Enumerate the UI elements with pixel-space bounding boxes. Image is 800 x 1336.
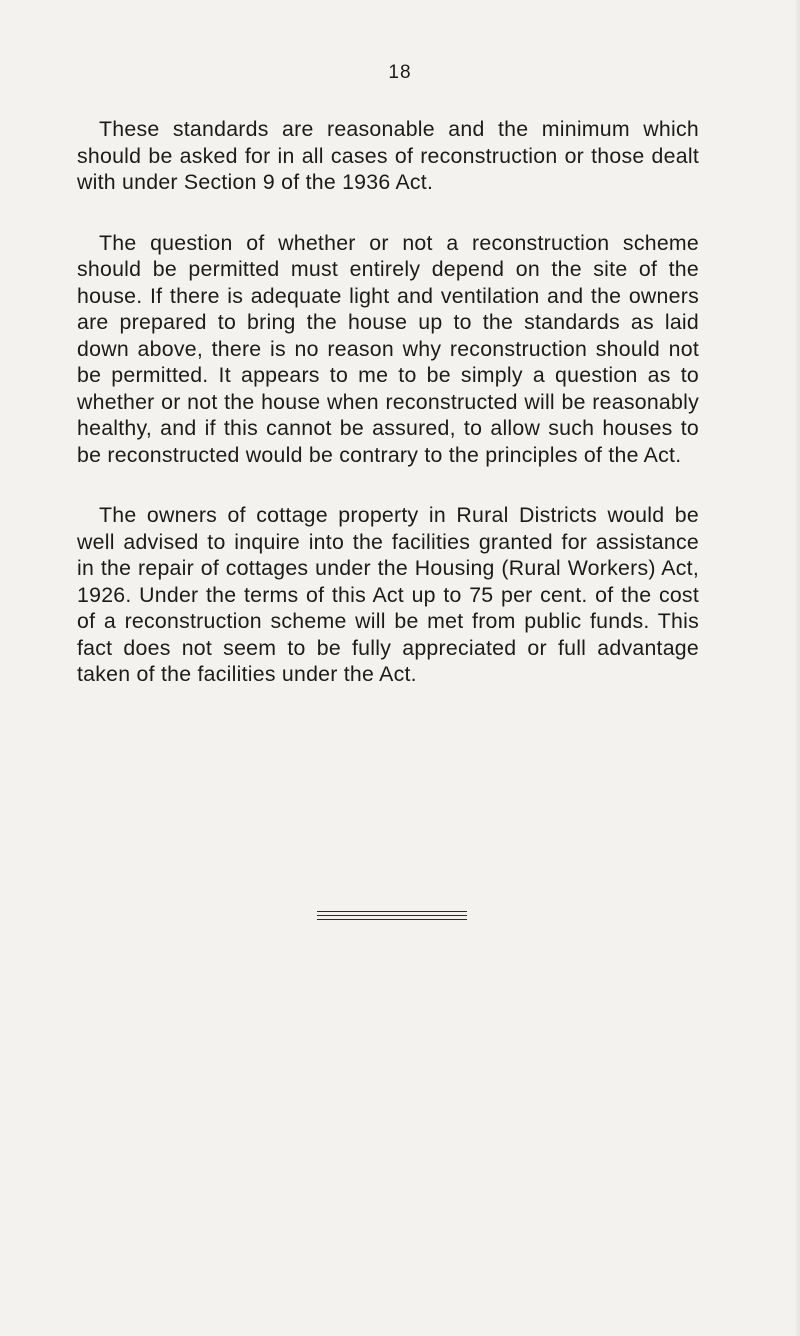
paragraph-reconstruction-question: The question of whether or not a reconstruction scheme should be permitted must entirely depend on the site of the house. If there is adequate light and ventilation and the owners are prepared to bring the house up to the standards as laid down above, there is no reason why reconstruction should not be permitted. It appears to me to be simply a question as to whether or not the house when reconstructed will be reasonably healthy, and if this cannot be assured, to allow such houses to be reconstructed would be contrary to the principles of the Act. (77, 230, 699, 467)
paragraph-rural-owners: The owners of cottage property in Rural Districts would be well advised to inquire into the facilities granted for assistance in the repair of cottages under the Housing (Rural Workers) Act, 1926. Under the terms of this Act up to 75 per cent. of the cost of a reconstruction scheme will be met from public funds. This fact does not seem to be fully appreciated or full advantage taken of the facilities under the Act. (77, 503, 699, 686)
section-divider-line (317, 911, 467, 912)
page-edge-shadow (794, 0, 800, 1336)
page-number: 18 (388, 62, 412, 83)
section-divider-line (317, 919, 467, 920)
paragraph-standards: These standards are reasonable and the minimum which should be asked for in all cases of reconstruction or those dealt with under Section 9 of the 1936 Act. (77, 117, 699, 194)
body-text (77, 116, 699, 722)
section-divider-line (317, 915, 467, 916)
